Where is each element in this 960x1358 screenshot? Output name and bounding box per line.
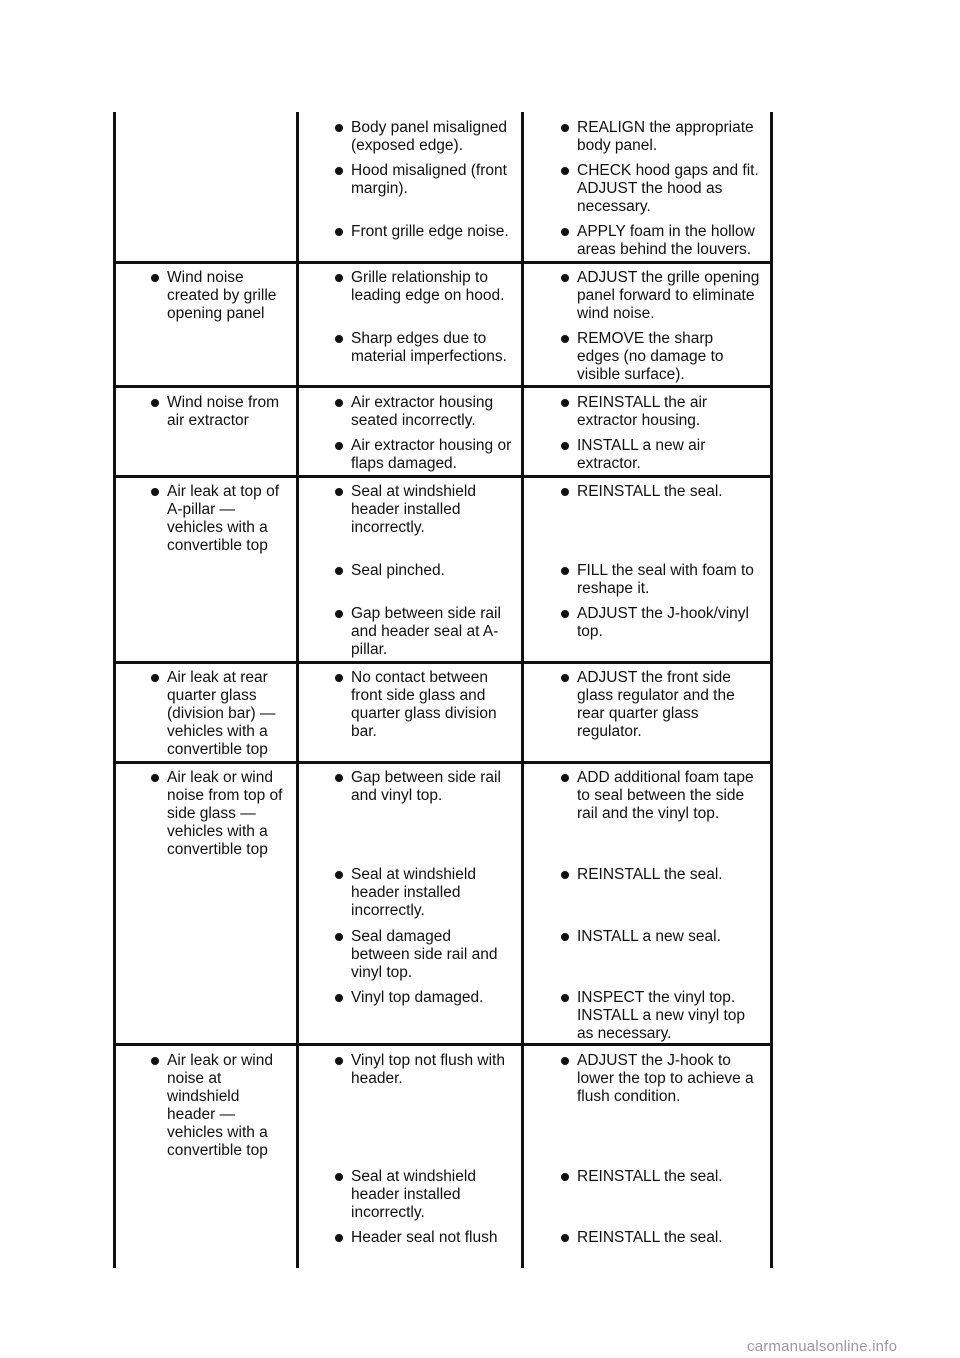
bullet-icon bbox=[335, 674, 343, 682]
table-divider-1 bbox=[296, 112, 299, 1268]
bullet-icon bbox=[151, 674, 159, 682]
bullet-icon bbox=[335, 933, 343, 941]
bullet-icon bbox=[151, 488, 159, 496]
action-item bbox=[561, 1168, 766, 1186]
cause-text: Seal at windshield header installed incorrectly. bbox=[351, 866, 476, 919]
row-divider bbox=[113, 1043, 772, 1046]
condition-item bbox=[151, 483, 291, 555]
bullet-icon bbox=[335, 442, 343, 450]
condition-text: Air leak or wind noise at windshield header — vehicles with a convertible top bbox=[167, 1052, 273, 1159]
action-text: ADJUST the front side glass regulator and the rear quarter glass regulator. bbox=[577, 669, 735, 740]
action-text: REINSTALL the seal. bbox=[577, 866, 723, 883]
bullet-icon bbox=[561, 994, 569, 1002]
row-divider bbox=[113, 761, 772, 764]
bullet-icon bbox=[561, 274, 569, 282]
action-text: REINSTALL the seal. bbox=[577, 483, 723, 500]
action-item bbox=[561, 483, 766, 501]
cause-item bbox=[335, 223, 520, 241]
cause-text: Sharp edges due to material imperfections. bbox=[351, 330, 507, 365]
source-watermark: carmanualsonline.info bbox=[747, 1338, 898, 1355]
action-item bbox=[561, 928, 766, 946]
bullet-icon bbox=[335, 124, 343, 132]
cause-item bbox=[335, 394, 520, 430]
bullet-icon bbox=[561, 610, 569, 618]
cause-item bbox=[335, 119, 520, 155]
condition-item bbox=[151, 269, 286, 323]
action-item bbox=[561, 119, 769, 155]
bullet-icon bbox=[335, 167, 343, 175]
cause-text: Vinyl top not flush with header. bbox=[351, 1052, 505, 1087]
action-text: ADJUST the J-hook to lower the top to achieve a flush condition. bbox=[577, 1052, 754, 1105]
cause-item bbox=[335, 928, 505, 982]
cause-text: Seal damaged between side rail and vinyl top. bbox=[351, 928, 498, 981]
action-item bbox=[561, 605, 766, 641]
cause-item bbox=[335, 562, 520, 580]
cause-item bbox=[335, 1168, 500, 1222]
bullet-icon bbox=[335, 1057, 343, 1065]
action-text: REINSTALL the seal. bbox=[577, 1229, 723, 1246]
bullet-icon bbox=[151, 399, 159, 407]
cause-item bbox=[335, 1229, 520, 1247]
action-text: INSPECT the vinyl top. INSTALL a new vinyl top as necessary. bbox=[577, 989, 745, 1042]
bullet-icon bbox=[335, 228, 343, 236]
condition-text: Air leak at top of A-pillar — vehicles with a convertible top bbox=[167, 483, 280, 554]
cause-text: Header seal not flush bbox=[351, 1229, 498, 1246]
bullet-icon bbox=[561, 124, 569, 132]
action-text: CHECK hood gaps and fit. ADJUST the hood as necessary. bbox=[577, 162, 759, 215]
bullet-icon bbox=[335, 994, 343, 1002]
action-item bbox=[561, 989, 761, 1043]
bullet-icon bbox=[561, 442, 569, 450]
table-border-left bbox=[113, 112, 116, 1268]
row-divider bbox=[113, 261, 772, 264]
row-divider bbox=[113, 385, 772, 388]
cause-text: Seal at windshield header installed incorrectly. bbox=[351, 1168, 476, 1221]
cause-text: Body panel misaligned (exposed edge). bbox=[351, 119, 507, 154]
cause-text: Air extractor housing seated incorrectly. bbox=[351, 394, 494, 429]
bullet-icon bbox=[561, 1057, 569, 1065]
cause-text: No contact between front side glass and quarter glass division bar. bbox=[351, 669, 497, 740]
bullet-icon bbox=[561, 488, 569, 496]
bullet-icon bbox=[561, 674, 569, 682]
action-item bbox=[561, 223, 769, 259]
condition-text: Air leak at rear quarter glass (division bar) — vehicles with a convertible top bbox=[167, 669, 276, 758]
bullet-icon bbox=[335, 774, 343, 782]
action-text: ADJUST the J-hook/vinyl top. bbox=[577, 605, 749, 640]
bullet-icon bbox=[151, 1057, 159, 1065]
bullet-icon bbox=[335, 567, 343, 575]
action-item bbox=[561, 394, 756, 430]
cause-item bbox=[335, 1052, 520, 1088]
action-text: INSTALL a new air extractor. bbox=[577, 437, 706, 472]
action-item bbox=[561, 162, 771, 216]
bullet-icon bbox=[561, 228, 569, 236]
action-item bbox=[561, 769, 766, 823]
bullet-icon bbox=[151, 774, 159, 782]
action-text: REALIGN the appropriate body panel. bbox=[577, 119, 754, 154]
table-divider-2 bbox=[521, 112, 524, 1268]
condition-text: Wind noise created by grille opening panel bbox=[167, 269, 277, 322]
bullet-icon bbox=[335, 274, 343, 282]
action-text: REINSTALL the air extractor housing. bbox=[577, 394, 708, 429]
cause-text: Grille relationship to leading edge on hood. bbox=[351, 269, 505, 304]
bullet-icon bbox=[335, 488, 343, 496]
action-item bbox=[561, 269, 766, 323]
bullet-icon bbox=[561, 1234, 569, 1242]
action-text: REINSTALL the seal. bbox=[577, 1168, 723, 1185]
condition-text: Wind noise from air extractor bbox=[167, 394, 279, 429]
bullet-icon bbox=[561, 335, 569, 343]
bullet-icon bbox=[335, 1173, 343, 1181]
cause-item bbox=[335, 605, 515, 659]
bullet-icon bbox=[561, 167, 569, 175]
cause-text: Gap between side rail and vinyl top. bbox=[351, 769, 501, 804]
row-divider bbox=[113, 475, 772, 478]
action-item bbox=[561, 1052, 766, 1106]
cause-item bbox=[335, 866, 500, 920]
cause-item bbox=[335, 437, 520, 473]
bullet-icon bbox=[561, 567, 569, 575]
bullet-icon bbox=[561, 774, 569, 782]
cause-item bbox=[335, 669, 510, 741]
cause-item bbox=[335, 989, 520, 1007]
cause-item bbox=[335, 269, 520, 305]
cause-text: Gap between side rail and header seal at A-pillar. bbox=[351, 605, 501, 658]
bullet-icon bbox=[335, 610, 343, 618]
action-text: INSTALL a new seal. bbox=[577, 928, 721, 945]
action-item bbox=[561, 866, 766, 884]
action-item bbox=[561, 1229, 766, 1247]
action-text: APPLY foam in the hollow areas behind the louvers. bbox=[577, 223, 755, 258]
action-item bbox=[561, 437, 756, 473]
action-item bbox=[561, 330, 756, 384]
cause-text: Air extractor housing or flaps damaged. bbox=[351, 437, 512, 472]
cause-text: Hood misaligned (front margin). bbox=[351, 162, 507, 197]
bullet-icon bbox=[335, 335, 343, 343]
action-text: FILL the seal with foam to reshape it. bbox=[577, 562, 754, 597]
cause-item bbox=[335, 769, 515, 805]
condition-item bbox=[151, 769, 291, 859]
action-text: ADJUST the grille opening panel forward to eliminate wind noise. bbox=[577, 269, 760, 322]
bullet-icon bbox=[561, 399, 569, 407]
action-text: REMOVE the sharp edges (no damage to visible surface). bbox=[577, 330, 724, 383]
cause-text: Vinyl top damaged. bbox=[351, 989, 484, 1006]
cause-text: Seal at windshield header installed incorrectly. bbox=[351, 483, 476, 536]
cause-item bbox=[335, 483, 500, 537]
bullet-icon bbox=[151, 274, 159, 282]
condition-text: Air leak or wind noise from top of side glass — vehicles with a convertible top bbox=[167, 769, 283, 858]
action-item bbox=[561, 562, 766, 598]
bullet-icon bbox=[335, 1234, 343, 1242]
condition-item bbox=[151, 394, 286, 430]
cause-text: Front grille edge noise. bbox=[351, 223, 509, 240]
cause-item bbox=[335, 330, 520, 366]
cause-text: Seal pinched. bbox=[351, 562, 445, 579]
condition-item bbox=[151, 669, 286, 759]
bullet-icon bbox=[561, 1173, 569, 1181]
action-text: ADD additional foam tape to seal between the side rail and the vinyl top. bbox=[577, 769, 754, 822]
bullet-icon bbox=[335, 399, 343, 407]
action-item bbox=[561, 669, 756, 741]
table-border-right bbox=[770, 112, 773, 1268]
bullet-icon bbox=[561, 933, 569, 941]
cause-item bbox=[335, 162, 520, 198]
condition-item bbox=[151, 1052, 286, 1160]
bullet-icon bbox=[561, 871, 569, 879]
row-divider bbox=[113, 661, 772, 664]
bullet-icon bbox=[335, 871, 343, 879]
